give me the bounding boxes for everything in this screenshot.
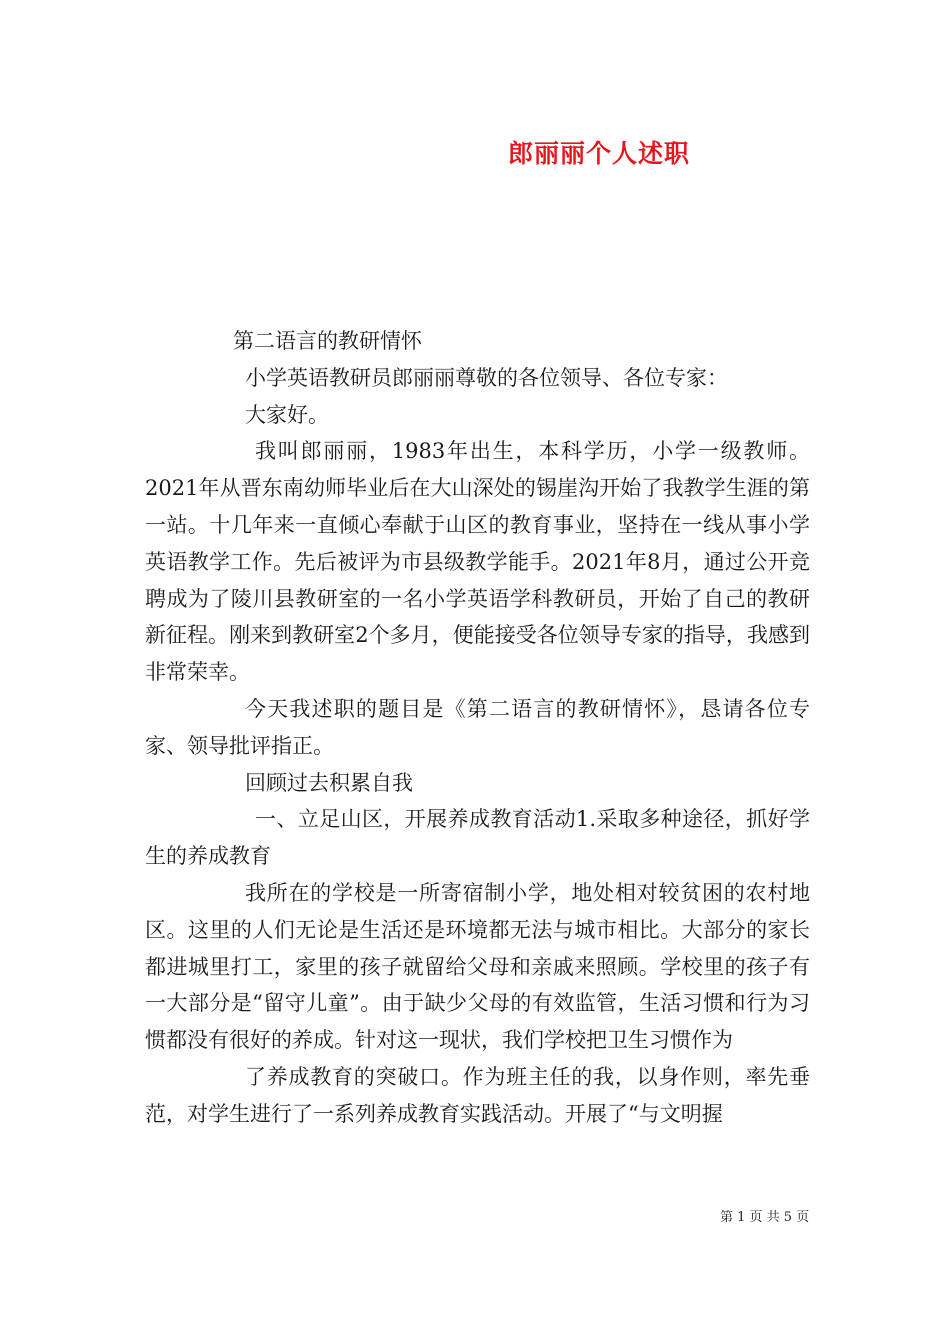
- page-number: 第 1 页 共 5 页: [720, 1210, 810, 1225]
- body-paragraph: 我叫郎丽丽，1983年出生，本科学历，小学一级教师。2021年从晋东南幼师毕业后在大山深处的锡崖沟开始了我教学生涯的第一站。十几年来一直倾心奉献于山区的教育事业，坚持在一线从事小学英语教学工作。先后被评为市县级教学能手。2021年8月，通过公开竞聘成为了陵川县教研室的一名小学英语学科教研员，开始了自己的教研新征程。刚来到教研室2个多月，便能接受各位领导专家的指导，我感到非常荣幸。: [145, 439, 810, 685]
- body-paragraph: 我所在的学校是一所寄宿制小学，地处相对较贫困的农村地区。这里的人们无论是生活还是环境都无法与城市相比。大部分的家长都进城里打工，家里的孩子就留给父母和亲戚来照顾。学校里的孩子有一大部分是“留守儿童”。由于缺少父母的有效监管，生活习惯和行为习惯都没有很好的养成。针对这一现状，我们学校把卫生习惯作为: [145, 880, 810, 1053]
- salutation: 大家好。: [245, 402, 329, 427]
- document-body: [145, 323, 810, 1133]
- subsection-item: 一、立足山区，开展养成教育活动1.采取多种途径，抓好学生的养成教育: [145, 807, 810, 869]
- speaker-greeting: 小学英语教研员郎丽丽尊敬的各位领导、各位专家：: [245, 365, 728, 390]
- document-title: 郎丽丽个人述职: [508, 139, 691, 168]
- subsection-heading: 回顾过去积累自我: [245, 770, 413, 795]
- body-paragraph: 今天我述职的题目是《第二语言的教研情怀》，恳请各位专家、领导批评指正。: [145, 696, 810, 758]
- body-paragraph: 了养成教育的突破口。作为班主任的我，以身作则，率先垂范，对学生进行了一系列养成教育实践活动。开展了“与文明握: [145, 1064, 810, 1126]
- section-heading: 第二语言的教研情怀: [233, 329, 422, 353]
